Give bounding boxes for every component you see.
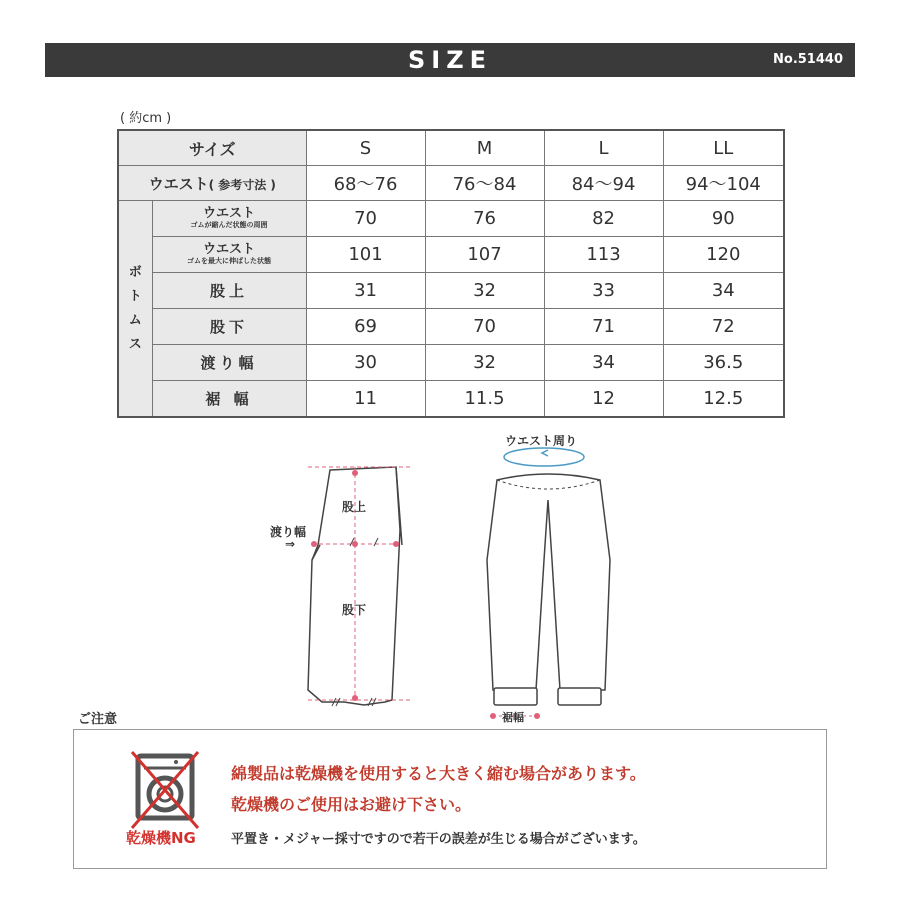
table-cell: 107 <box>425 237 544 273</box>
row-label-hem: 裾 幅 <box>152 381 306 418</box>
dryer-ng-label: 乾燥機NG <box>126 829 196 847</box>
size-header-s: S <box>306 130 425 166</box>
table-cell: 76 <box>425 201 544 237</box>
size-corner-label: サイズ <box>118 130 306 166</box>
table-cell: 12 <box>544 381 663 418</box>
table-cell: 12.5 <box>663 381 784 418</box>
row-label-main: ウエスト <box>203 242 256 257</box>
table-cell: 68〜76 <box>306 166 425 201</box>
table-cell: 11 <box>306 381 425 418</box>
caution-title: ご注意 <box>78 712 118 727</box>
caution-line-1: 綿製品は乾燥機を使用すると大きく縮む場合があります。 <box>231 764 646 783</box>
table-cell: 11.5 <box>425 381 544 418</box>
table-cell: 34 <box>663 273 784 309</box>
table-cell: 31 <box>306 273 425 309</box>
front-view-pants <box>487 474 610 705</box>
bottoms-char: ス <box>128 336 142 352</box>
bottoms-char: ト <box>128 288 142 304</box>
caution-line-2: 乾燥機のご使用はお避け下さい。 <box>231 795 472 814</box>
inseam-label: 股下 <box>342 603 367 617</box>
table-cell: 71 <box>544 309 663 345</box>
row-label-main: ウエスト <box>203 206 256 221</box>
table-cell: 70 <box>425 309 544 345</box>
table-cell: 94〜104 <box>663 166 784 201</box>
hem-label: 裾幅 <box>502 711 524 724</box>
table-cell: 72 <box>663 309 784 345</box>
row-label-note: ゴムを最大に伸ばした状態 <box>187 257 271 265</box>
table-cell: 84〜94 <box>544 166 663 201</box>
table-cell: 69 <box>306 309 425 345</box>
row-label-note: ゴムが縮んだ状態の周囲 <box>190 221 268 229</box>
table-cell: 30 <box>306 345 425 381</box>
size-header-ll: LL <box>663 130 784 166</box>
table-cell: 33 <box>544 273 663 309</box>
dryer-prohibited-icon <box>130 750 200 830</box>
table-cell: 76〜84 <box>425 166 544 201</box>
table-cell: 70 <box>306 201 425 237</box>
table-cell: 113 <box>544 237 663 273</box>
rise-label: 股上 <box>342 500 367 514</box>
table-cell: 90 <box>663 201 784 237</box>
caution-line-3: 平置き・メジャー採寸ですので若干の誤差が生じる場合がございます。 <box>231 832 646 847</box>
page-title: SIZE <box>407 46 492 74</box>
table-cell: 32 <box>425 345 544 381</box>
table-cell: 101 <box>306 237 425 273</box>
table-cell: 82 <box>544 201 663 237</box>
product-number: No.51440 <box>773 52 843 67</box>
row-label-inseam: 股下 <box>152 309 306 345</box>
row-label-rise: 股上 <box>152 273 306 309</box>
reference-waist-label-main: ウエスト <box>148 174 209 193</box>
thigh-label: 渡り幅 <box>270 525 307 539</box>
reference-waist-label-sub: ( 参考寸法 ) <box>208 177 276 192</box>
unit-note: ( 約cm ) <box>120 111 172 126</box>
table-cell: 36.5 <box>663 345 784 381</box>
waist-label: ウエスト周り <box>505 434 578 448</box>
size-header-l: L <box>544 130 663 166</box>
thigh-arrow-icon: ⇒ <box>285 537 296 551</box>
table-cell: 34 <box>544 345 663 381</box>
caution-box <box>73 729 827 869</box>
size-header-m: M <box>425 130 544 166</box>
bottoms-char: ボ <box>128 264 142 280</box>
table-cell: 32 <box>425 273 544 309</box>
bottoms-char: ム <box>128 312 142 328</box>
row-label-thigh: 渡り幅 <box>152 345 306 381</box>
table-cell: 120 <box>663 237 784 273</box>
waist-ellipse <box>504 448 584 466</box>
